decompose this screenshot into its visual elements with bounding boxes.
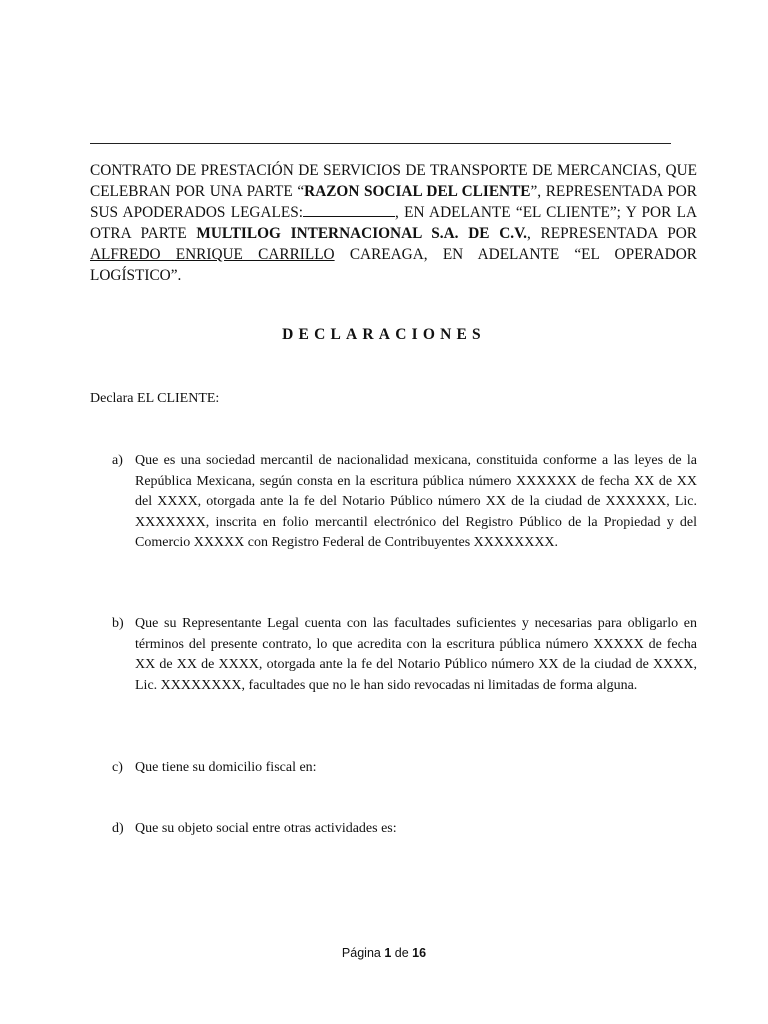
section-heading: DECLARACIONES [282,326,486,343]
intro-text-1: CONTRATO DE PRESTACIÓN DE SERVICIOS DE TRANSPORTE DE MERCANCIAS, QUE CELEBRAN POR UNA PARTE “ [90,162,697,200]
intro-text-3: , EN ADELANTE “EL CLIENTE”; Y POR LA OTRA PARTE [90,204,697,242]
client-name: RAZON SOCIAL DEL CLIENTE [304,183,531,200]
item-text: Que tiene su domicilio fiscal en: [135,760,317,775]
total-pages: 16 [412,946,427,960]
intro-text-5: CAREAGA, EN ADELANTE “EL OPERADOR LOGÍSTICO”. [90,246,697,284]
item-text: Que su objeto social entre otras actividades es: [135,821,397,836]
item-text: Que su Representante Legal cuenta con las facultades suficientes y necesarias para obligarlo en términos del presente contrato, lo que acredita con la escritura pública número XXXXX de fecha XX de XX de XXXX, otorgada ante la fe del Notario Público número XX de la ciudad de XXXX, Lic. XXXXXXXX, facultades que no le han sido revocadas ni limitadas de forma alguna. [135,616,697,693]
page-number: 1 [384,946,392,960]
page-footer [0,946,768,960]
item-text: Que es una sociedad mercantil de nacionalidad mexicana, constituida conforme a las leyes de la República Mexicana, según consta en la escritura pública número XXXXXX de fecha XX de XX del XXXX, otorgada ante la fe del Notario Público número XX de la ciudad de XXXXXX, Lic. XXXXXXX, inscrita en folio mercantil electrónico del Registro Público de la Propiedad y del Comercio XXXXX con Registro Federal de Contribuyentes XXXXXXXX. [135,453,697,551]
top-rule [90,143,671,144]
intro-text-2: ”, REPRESENTADA POR SUS APODERADOS LEGALES: [90,183,698,221]
declara-label: Declara EL CLIENTE: [90,391,220,406]
contract-intro-paragraph [90,160,697,286]
declaration-item-a [112,451,697,554]
legal-representatives-blank [303,202,395,217]
declaration-item-c [112,758,697,779]
company-name: MULTILOG INTERNACIONAL S.A. DE C.V. [196,225,527,242]
intro-text-4: , REPRESENTADA POR [526,225,697,242]
item-marker: d) [112,821,124,836]
declaration-item-d [112,819,697,840]
representative-name: ALFREDO ENRIQUE CARRILLO [90,246,335,263]
page-label: Página [341,946,381,960]
declaration-item-b [112,614,697,696]
item-marker: b) [112,616,124,631]
of-label: de [394,946,409,960]
item-marker: a) [112,453,123,468]
item-marker: c) [112,760,123,775]
